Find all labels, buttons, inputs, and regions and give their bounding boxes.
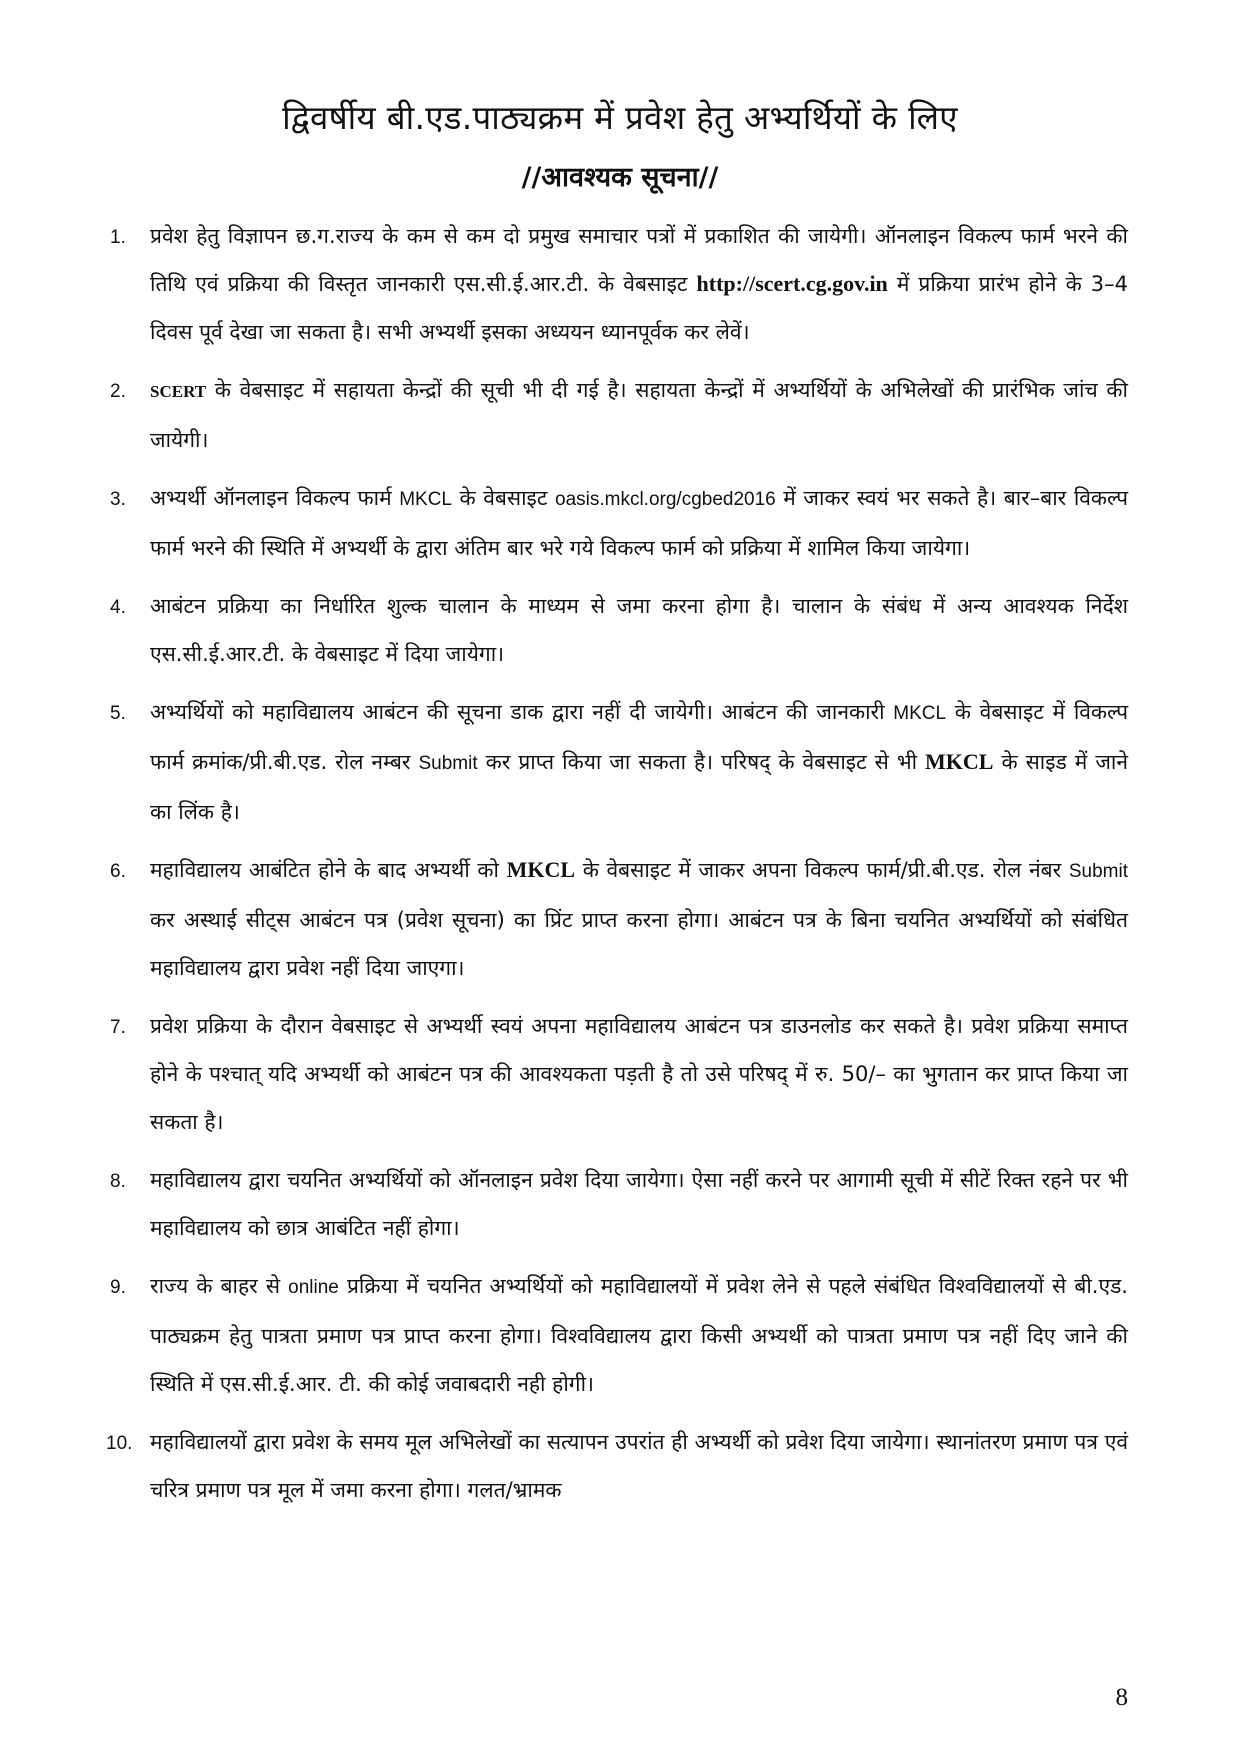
text-segment: कर प्राप्त किया जा सकता है। परिषद् के वेबसाइट से भी xyxy=(477,750,926,774)
item-text xyxy=(150,1156,1128,1252)
item-text xyxy=(150,688,1128,836)
item-text xyxy=(150,212,1128,356)
item-number: 3. xyxy=(110,489,126,510)
item-number: 1. xyxy=(110,227,126,248)
list-item xyxy=(110,582,1128,678)
text-segment: प्रक्रिया में चयनित अभ्यर्थियों को महाविद्यालयों में प्रवेश लेने से पहले संबंधित विश्वविद्यालयों से बी.एड. पाठ्यक्रम हेतु पात्रता प्रमाण पत्र प्राप्त करना होगा। विश्वविद्यालय द्वारा किसी अभ्यर्थी को पात्रता प्रमाण पत्र नहीं दिए जाने की स्थिति में एस.सी.ई.आर. टी. की कोई जवाबदारी नही होगी। xyxy=(150,1274,1128,1396)
text-segment: आबंटन प्रक्रिया का निर्धारित शुल्क चालान के माध्यम से जमा करना होगा है। चालान के संबंध में अन्य आवश्यक निर्देश एस.सी.ई.आर.टी. के वेबसाइट में दिया जायेगा। xyxy=(150,594,1128,666)
text-segment: के साइड में जाने का लिंक है। xyxy=(150,750,1128,824)
text-segment: में प्रक्रिया प्रारंभ होने के 3–4 दिवस पूर्व देखा जा सकता है। सभी अभ्यर्थी इसका अध्ययन ध्यानपूर्वक कर लेवें। xyxy=(150,272,1128,344)
item-text xyxy=(150,366,1128,464)
page-title: द्विवर्षीय बी.एड.पाठ्यक्रम में प्रवेश हेतु अभ्यर्थियों के लिए xyxy=(282,98,958,137)
text-segment: के वेबसाइट में जाकर अपना विकल्प फार्म/प्री.बी.एड. रोल नंबर xyxy=(575,858,1069,882)
item-text xyxy=(150,474,1128,572)
item-number: 5. xyxy=(110,703,126,724)
item-text xyxy=(150,846,1128,992)
text-segment: के वेबसाइट में विकल्प फार्म क्रमांक/प्री.बी.एड. रोल नम्बर xyxy=(150,700,1128,774)
text-segment: के वेबसाइट xyxy=(452,486,555,510)
item-number: 2. xyxy=(110,381,126,402)
text-segment: अभ्यर्थियों को महाविद्यालय आबंटन की सूचना डाक द्वारा नहीं दी जायेगी। आबंटन की जानकारी xyxy=(150,700,894,724)
text-segment: में जाकर स्वयं भर सकते है। बार–बार विकल्प फार्म भरने की स्थिति में अभ्यर्थी के द्वारा अंतिम बार भरे गये विकल्प फार्म को प्रक्रिया में शामिल किया जायेगा। xyxy=(150,486,1128,560)
item-text xyxy=(150,1262,1128,1408)
item-number: 7. xyxy=(110,1017,126,1038)
list-item xyxy=(110,688,1128,836)
list-item xyxy=(110,474,1128,572)
item-text xyxy=(150,1418,1128,1514)
text-segment: प्रवेश हेतु विज्ञापन छ.ग.राज्य के कम से कम दो प्रमुख समाचार पत्रों में प्रकाशित की जायेगी। ऑनलाइन विकल्प फार्म भरने की तिथि एवं प्रक्रिया की विस्तृत जानकारी एस.सी.ई.आर.टी. के वेबसाइट xyxy=(150,224,1128,296)
notice-list xyxy=(106,212,1128,1524)
text-segment: Submit xyxy=(418,753,478,774)
text-segment: महाविद्यालयों द्वारा प्रवेश के समय मूल अभिलेखों का सत्यापन उपरांत ही अभ्यर्थी को प्रवेश दिया जायेगा। स्थानांतरण प्रमाण पत्र एवं चरित्र प्रमाण पत्र मूल में जमा करना होगा। गलत/भ्रामक xyxy=(150,1430,1128,1502)
website-link[interactable]: oasis.mkcl.org/cgbed2016 xyxy=(555,489,776,510)
item-number: 8. xyxy=(110,1171,126,1192)
text-segment: अभ्यर्थी ऑनलाइन विकल्प फार्म xyxy=(150,486,400,510)
list-item xyxy=(110,1002,1128,1146)
page-subtitle: //आवश्यक सूचना// xyxy=(521,162,719,193)
list-item xyxy=(110,1262,1128,1408)
list-item xyxy=(110,1156,1128,1252)
text-segment: महाविद्यालय द्वारा चयनित अभ्यर्थियों को ऑनलाइन प्रवेश दिया जायेगा। ऐसा नहीं करने पर आगामी सूची में सीटें रिक्त रहने पर भी महाविद्यालय को छात्र आबंटित नहीं होगा। xyxy=(150,1168,1128,1240)
list-item xyxy=(110,212,1128,356)
text-segment: Submit xyxy=(1068,861,1128,882)
text-segment: के वेबसाइट में सहायता केन्द्रों की सूची भी दी गई है। सहायता केन्द्रों में अभ्यर्थियों के अभिलेखों की प्रारंभिक जांच की जायेगी। xyxy=(150,378,1128,452)
list-item xyxy=(110,846,1128,992)
text-segment: महाविद्यालय आबंटित होने के बाद अभ्यर्थी को xyxy=(150,858,507,882)
item-text xyxy=(150,1002,1128,1146)
text-segment: कर अस्थाई सीट्स आबंटन पत्र (प्रवेश सूचना) का प्रिंट प्राप्त करना होगा। आबंटन पत्र के बिना चयनित अभ्यर्थियों को संबंधित महाविद्यालय द्वारा प्रवेश नहीं दिया जाएगा। xyxy=(150,908,1128,980)
text-segment: प्रवेश प्रक्रिया के दौरान वेबसाइट से अभ्यर्थी स्वयं अपना महाविद्यालय आबंटन पत्र डाउनलोड कर सकते है। प्रवेश प्रक्रिया समाप्त होने के पश्चात् यदि अभ्यर्थी को आबंटन पत्र की आवश्यकता पड़ती है तो उसे परिषद् में रु. 50/– का भुगतान कर प्राप्त किया जा सकता है। xyxy=(150,1014,1128,1134)
text-segment: MKCL xyxy=(925,749,994,774)
website-link[interactable]: http://scert.cg.gov.in xyxy=(696,271,888,296)
text-segment: MKCL xyxy=(399,489,452,510)
text-segment: SCERT xyxy=(150,382,207,401)
text-segment: online xyxy=(288,1277,339,1298)
page-number: 8 xyxy=(1115,1684,1128,1711)
text-segment: MKCL xyxy=(506,857,576,882)
item-number: 9. xyxy=(110,1277,126,1298)
text-segment: राज्य के बाहर से xyxy=(150,1274,289,1298)
text-segment: MKCL xyxy=(893,703,947,724)
item-number: 10. xyxy=(106,1433,133,1454)
item-number: 4. xyxy=(110,597,126,618)
item-text xyxy=(150,582,1128,678)
list-item xyxy=(110,366,1128,464)
item-number: 6. xyxy=(110,861,126,882)
list-item xyxy=(106,1418,1128,1514)
